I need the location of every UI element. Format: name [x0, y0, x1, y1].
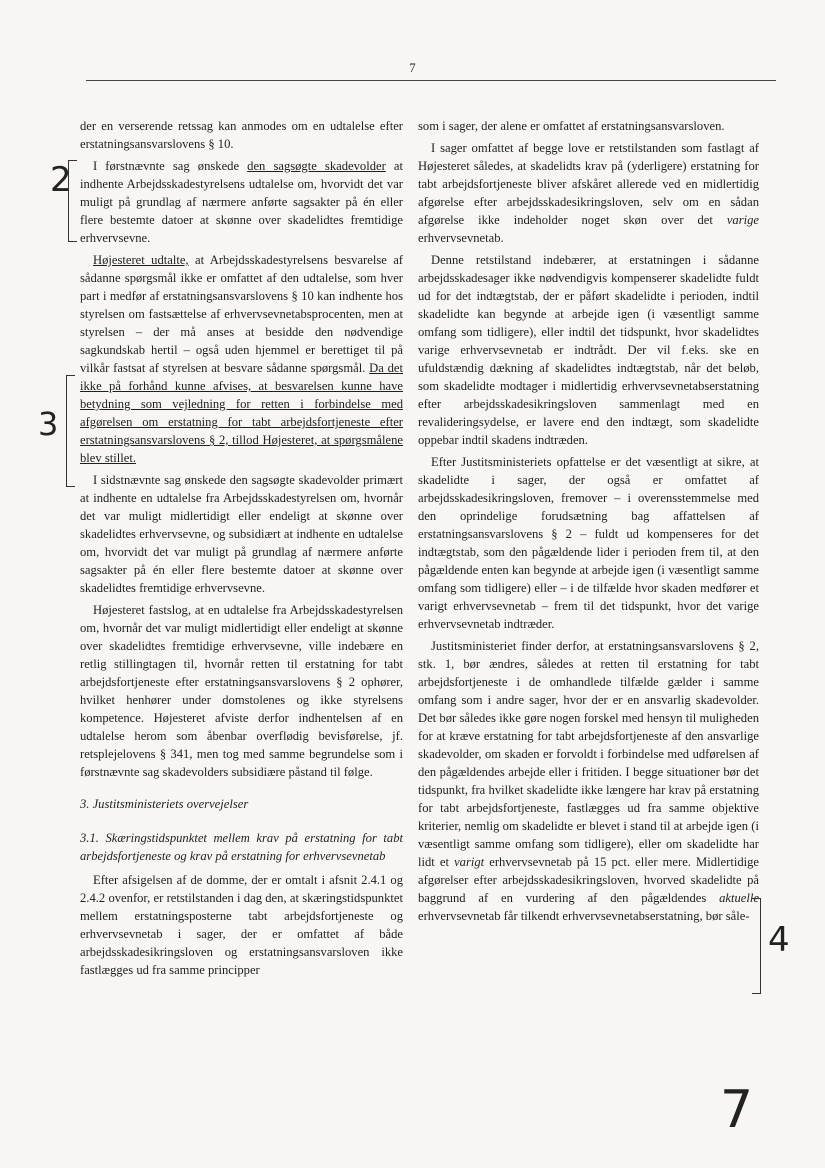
margin-bracket-2: [66, 375, 75, 487]
margin-bracket-1: [68, 160, 77, 242]
left-paragraph-4: I sidstnævnte sag ønskede den sagsøgte skadevolder primært at indhente en udtalelse fra Arbejdsskadestyrelsen om, hvornår det var muligt midlertidigt eller endeligt at skønne over skadelidtes erhvervsevne, og subsidiært at indhente en udtalelse om, hvorvidt det var muligt på grundlag af nærmere anførte sagsakter på én eller flere bestemte datoer at skønne over skadelidtes fremtidige erhvervsevne.: [80, 473, 403, 595]
right-paragraph-5: Justitsministeriet finder derfor, at erstatningsansvarslovens § 2, stk. 1, bør ændres, således at retten til erstatning for tabt arbejdsfortjeneste i de omhandlede tilfælde gælder i samme omfang som i andre sager, hvor der er en ansvarlig skadevolder. Det bør således ikke gøre nogen forskel med hensyn til muligheden for at kræve erstatning for tabt arbejdsfortjeneste af den ansvarlige skadevolder, om skaden er forvoldt i forbindelse med udførelsen af den pågældendes arbejde eller i fritiden. I begge situationer bør det tidspunkt, fra hvilket skadelidte ikke længere har krav på erstatning for tabt arbejdsfortjeneste, fastlægges ud fra samme objektive kriterier, nemlig om skadelidte er blevet i stand til at arbejde igen (i væsentligt samme omfang som tidligere), eller om skadelidte har lidt et varigt erhvervsevnetab på 15 pct. eller mere. Midlertidige afgørelser efter arbejdsskadesikringsloven, hvorved skadelidte på baggrund af en vurdering af den pågældendes aktuelle erhvervsevnetab får tilkendt erhvervsevnetabserstatning, bør såle-: [418, 639, 759, 923]
right-paragraph-2: I sager omfattet af begge love er retstilstanden som fastlagt af Højesteret således, at skadelidts krav på (yderligere) erstatning for tabt arbejdsfortjeneste bliver afskåret allerede ved en midlertidig afgørelse efter arbejdsskadesikringsloven, selv om en sådan afgørelse ikke indeholder noget skøn over det varige erhvervsevnetab.: [418, 141, 759, 245]
left-paragraph-1: der en verserende retssag kan anmodes om en udtalelse efter erstatningsansvarslovens § 10.: [80, 119, 403, 151]
underlined-text: Da det ikke på forhånd kunne afvises, at besvarelsen kunne have betydning som vejledning for retten i forbindelse med afgørelsen om erstatning for tabt arbejdsfortjeneste efter erstatningsansvarslovens § 2, tillod Højesteret, at spørgsmålene blev stillet.: [80, 361, 404, 465]
handwritten-page-mark: 7: [720, 1080, 754, 1140]
subsection-heading: 3.1. Skæringstidspunktet mellem krav på erstatning for tabt arbejdsfortjeneste og krav på erstatning for erhvervsevnetab: [80, 831, 403, 863]
right-paragraph-1: som i sager, der alene er omfattet af erstatningsansvarsloven.: [418, 119, 725, 133]
left-paragraph-6: Efter afsigelsen af de domme, der er omtalt i afsnit 2.4.1 og 2.4.2 ovenfor, er retstilstanden i dag den, at skæringstidspunktet mellem erstatningsposterne tabt arbejdsfortjeneste og erhvervsevnetab i sager, der er omfattet af både arbejdsskadesikringsloven og erstatningsansvarsloven ikke fastlægges ud fra samme principper: [80, 873, 403, 977]
left-paragraph-3: Højesteret udtalte, at Arbejdsskadestyrelsens besvarelse af sådanne spørgsmål ikke er omfattet af den udtalelse, som hver part i medfør af erstatningsansvarslovens § 10 kan indhente hos styrelsen om fastsættelse af erhvervsevnetabsprocenten, men at styrelsen – der må anses at besidde den nødvendige sagkundskab hertil – også uden hjemmel er berettiget til på vilkår fastsat af styrelsen at besvare sådanne spørgsmål. Da det ikke på forhånd kunne afvises, at besvarelsen kunne have betydning som vejledning for retten i forbindelse med afgørelsen om erstatning for tabt arbejdsfortjeneste efter erstatningsansvarslovens § 2, tillod Højesteret, at spørgsmålene blev stillet.: [80, 253, 404, 465]
right-column: [418, 117, 759, 925]
header-rule: [86, 80, 776, 81]
left-paragraph-2: I førstnævnte sag ønskede den sagsøgte skadevolder at indhente Arbejdsskadestyrelsens udtalelse om, hvorvidt det var muligt på grundlag af nærmere anførte sagsakter på én eller flere bestemte datoer at skønne over skadelidtes fremtidige erhvervsevne.: [80, 159, 403, 245]
underlined-text: Højesteret udtalte,: [93, 253, 189, 267]
underlined-text: den sagsøgte skadevolder: [247, 159, 386, 173]
margin-bracket-3: [752, 898, 761, 994]
left-column: [80, 117, 403, 979]
page-number: 7: [409, 61, 416, 75]
left-paragraph-5: Højesteret fastslog, at en udtalelse fra Arbejdsskadestyrelsen om, hvornår det var muligt midlertidigt eller endeligt at skønne over skadelidtes fremtidige erhvervsevne, ville indebære en retlig stillingtagen til, hvornår retten til erstatning for tabt arbejdsfortjeneste efter erstatningsansvarslovens § 2 ophører, hvilket henhører under domstolenes og ikke styrelsens kompetence. Højesteret afviste derfor indhentelsen af en udtalelse herom som åbenbar overflødig bevisførelse, jf. retsplejelovens § 341, men tog med samme begrundelse som i førstnævnte sag skadevolders subsidiære påstand til følge.: [80, 603, 403, 779]
handwritten-mark-2: 2: [50, 160, 72, 200]
right-paragraph-4: Efter Justitsministeriets opfattelse er det væsentligt at sikre, at skadelidte i sager, der også er omfattet af arbejdsskadesikringsloven, fremover – i overensstemmelse med den oprindelige forudsætning bag affattelsen af erstatningsansvarslovens § 2 – fuldt ud kompenseres for det indtægtstab, som den pågældende lider i perioden frem til, at den pågældende enten kan begynde at arbejde igen (i væsentligt samme omfang som tidligere) eller – i de tilfælde hvor skaden medfører et varigt erhvervsevnetab – frem til det tidspunkt, hvor det varige erhvervsevnetab indtræder.: [418, 455, 759, 631]
section-heading: 3. Justitsministeriets overvejelser: [80, 797, 249, 811]
right-paragraph-3: Denne retstilstand indebærer, at erstatningen i sådanne arbejdsskadesager ikke nødvendigvis kompenserer skadelidte fuldt ud for det indtægtstab, der er påført skadelidte i perioden, indtil skadelidte kan begynde at arbejde igen (i væsentligt samme omfang som tidligere), eller indtil det tidspunkt, hvor skadelidtes varige erhvervsevnetab er indtrådt. Der vil f.eks. ske en ufuldstændig dækning af skadelidtes indtægtstab, når det beløb, som skadelidte modtager i midlertidig erhvervsevnetabserstatning efter arbejdsskadesikringsloven sammenlagt med en revalideringsydelse, er lavere end den indtægt, som skadelidte oppebar indtil skadens indtræden.: [418, 253, 759, 447]
handwritten-mark-3: 3: [38, 405, 59, 443]
handwritten-mark-4: 4: [768, 920, 790, 960]
